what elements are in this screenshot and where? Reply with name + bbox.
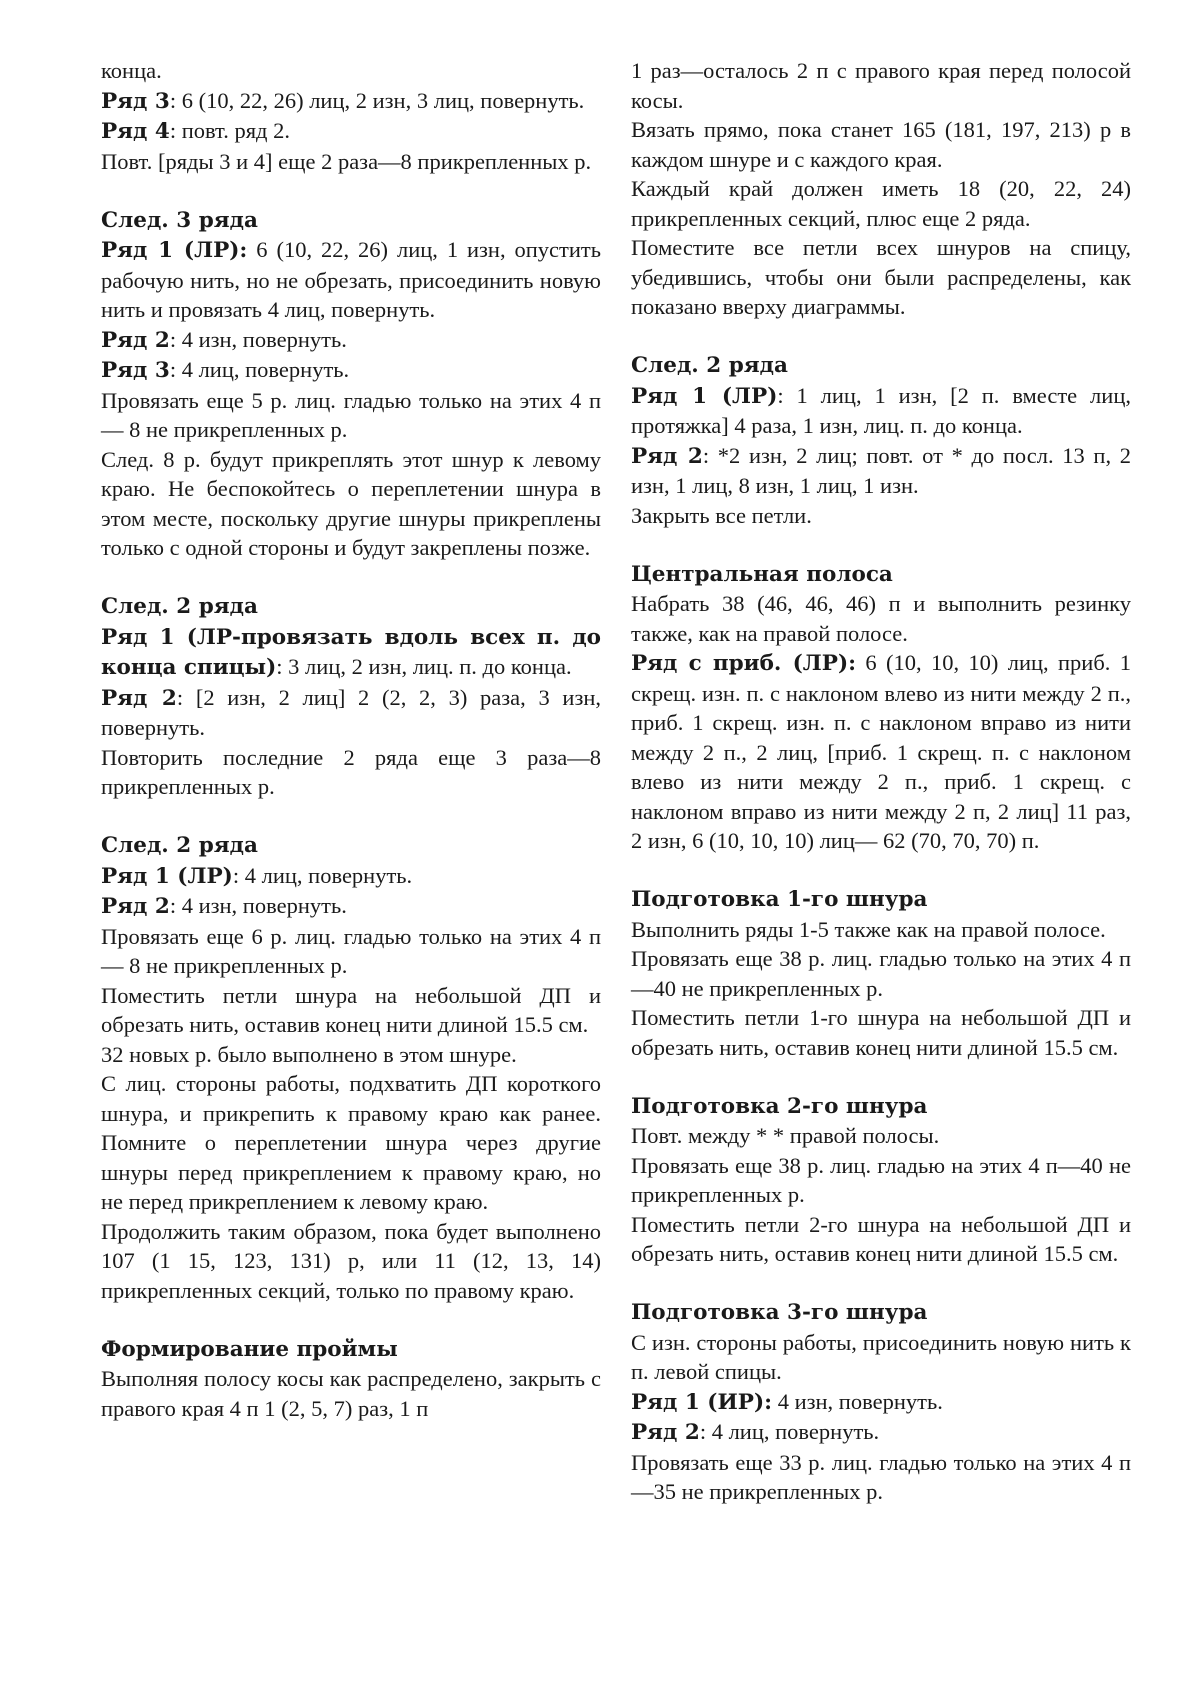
row-text: : [2 изн, 2 лиц] 2 (2, 2, 3) раза, 3 изн, повернуть. — [101, 684, 601, 740]
paragraph: Провязать еще 33 р. лиц. гладью только на этих 4 п—35 не прикрепленных р. — [631, 1449, 1131, 1504]
row-label: Ряд с приб. (ЛР): — [631, 651, 857, 676]
paragraph: Поместить петли шнура на небольшой ДП и обрезать нить, оставив конец нити длиной 15.5 см. — [101, 982, 601, 1037]
section — [631, 351, 1131, 530]
row-instruction — [631, 381, 1131, 441]
row-text: : 1 лиц, 1 изн, [2 п. вместе лиц, протяжка] 4 раза, 1 изн, лиц. п. до конца. — [631, 382, 1131, 438]
section-heading: След. 2 ряда — [101, 833, 258, 858]
paragraph: 1 раз—осталось 2 п с правого края перед полосой косы. — [631, 58, 1131, 113]
row-label: Ряд 1 (ИР): — [631, 1389, 773, 1415]
paragraph: Закрыть все петли. — [631, 502, 812, 528]
row-text: 6 (10, 22, 26) лиц, 1 изн, опустить рабочую нить, но не обрезать, присоединить новую нить и провязать 4 лиц, повернуть. — [101, 237, 601, 322]
paragraph: Поместите все петли всех шнуров на спицу, убедившись, чтобы они были распределены, как показано вверху диаграммы. — [631, 235, 1131, 319]
paragraph: Повт. между * * правой полосы. — [631, 1123, 940, 1148]
row-instruction — [101, 683, 601, 743]
row-label: Ряд 1 (ЛР) — [101, 863, 233, 889]
paragraph: Поместить петли 2-го шнура на небольшой ДП и обрезать нить, оставив конец нити длиной 15.5 см. — [631, 1211, 1131, 1266]
row-text: 6 (10, 10, 10) лиц, приб. 1 скрещ. изн. п. с наклоном влево из нити между 2 п., приб. 1 скрещ. изн. п. с наклоном вправо из нити между 2 п., 2 лиц, [приб. 1 скрещ. п. с наклоном влево из нити между 2 п., приб. 1 скрещ. с наклоном вправо из нити между 2 п, 2 лиц] 11 раз, 2 изн, 6 (10, 10, 10) лиц— 62 (70, 70, 70) п. — [631, 650, 1131, 853]
row-label: Ряд 2 — [101, 327, 170, 353]
section-heading: След. 2 ряда — [631, 353, 788, 378]
section — [631, 1092, 1131, 1269]
row-instruction — [631, 441, 1131, 501]
paragraph: Вязать прямо, пока станет 165 (181, 197, 213) р в каждом шнуре и с каждого края. — [631, 117, 1131, 172]
paragraph: конца. — [101, 58, 162, 83]
paragraph: С лиц. стороны работы, подхватить ДП короткого шнура, и прикрепить к правому краю как ранее. Помните о переплетении шнура через другие шнуры перед прикреплением к правому краю, но не перед прикреплением к левому краю. — [101, 1071, 601, 1214]
row-instruction — [101, 891, 601, 922]
row-label: Ряд 1 (ЛР) — [631, 383, 778, 409]
paragraph: Выполнить ряды 1-5 также как на правой полосе. — [631, 916, 1106, 942]
row-instruction — [631, 648, 1131, 856]
paragraph: Провязать еще 38 р. лиц. гладью только на этих 4 п—40 не прикрепленных р. — [631, 946, 1131, 1001]
row-label: Ряд 3 — [101, 358, 170, 383]
section-heading: Центральная полоса — [631, 561, 893, 587]
paragraph: Провязать еще 5 р. лиц. гладью только на этих 4 п— 8 не прикрепленных р. — [101, 387, 601, 442]
row-instruction — [101, 235, 601, 325]
section-heading: Подготовка 2-го шнура — [631, 1093, 928, 1119]
row-label: Ряд 1 (ЛР): — [101, 238, 248, 263]
paragraph: Поместить петли 1-го шнура на небольшой ДП и обрезать нить, оставив конец нити длиной 15.5 см. — [631, 1005, 1131, 1060]
row-label: Ряд 2 — [631, 1420, 700, 1445]
row-text: : 6 (10, 22, 26) лиц, 2 изн, 3 лиц, повернуть. — [169, 87, 585, 113]
paragraph: С изн. стороны работы, присоединить новую нить к п. левой спицы. — [631, 1329, 1131, 1384]
row-text: : 4 лиц, повернуть. — [169, 357, 350, 382]
row-text: : повт. ряд 2. — [169, 118, 290, 143]
right-column — [631, 56, 1131, 1507]
section — [101, 592, 601, 802]
paragraph: Провязать еще 6 р. лиц. гладью только на этих 4 п— 8 не прикрепленных р. — [101, 923, 601, 978]
row-text: : 4 лиц, повернуть. — [699, 1419, 880, 1444]
row-instruction — [101, 86, 601, 117]
section — [631, 885, 1131, 1062]
section-heading: След. 3 ряда — [101, 207, 258, 233]
row-text: : 3 лиц, 2 изн, лиц. п. до конца. — [276, 654, 572, 679]
row-instruction — [631, 1417, 1131, 1448]
row-label: Ряд 4 — [101, 119, 170, 144]
row-text: : 4 лиц, повернуть. — [232, 862, 413, 888]
row-instruction — [101, 355, 601, 386]
row-instruction — [101, 861, 601, 892]
row-label: Ряд 3 — [101, 88, 170, 114]
section-heading: Подготовка 1-го шнура — [631, 887, 928, 912]
paragraph: След. 8 р. будут прикреплять этот шнур к левому краю. Не беспокойтесь о переплетении шнура в этом месте, поскольку другие шнуры прикреплены только с одной стороны и будут закреплены позже. — [101, 446, 601, 560]
paragraph: Продолжить таким образом, пока будет выполнено 107 (1 15, 123, 131) р, или 11 (12, 13, 14) прикрепленных секций, только по правому краю. — [101, 1218, 601, 1303]
paragraph: Набрать 38 (46, 46, 46) п и выполнить резинку также, как на правой полосе. — [631, 591, 1131, 646]
paragraph: 32 новых р. было выполнено в этом шнуре. — [101, 1041, 517, 1067]
row-instruction — [101, 116, 601, 147]
paragraph: Повторить последние 2 ряда еще 3 раза—8 прикрепленных р. — [101, 744, 601, 799]
row-label: Ряд 1 (ЛР-провязать вдоль всех п. до конца спицы) — [101, 624, 601, 680]
section — [631, 560, 1131, 856]
paragraph: Каждый край должен иметь 18 (20, 22, 24) прикрепленных секций, плюс еще 2 ряда. — [631, 176, 1131, 231]
section — [631, 1298, 1131, 1507]
paragraph: Повт. [ряды 3 и 4] еще 2 раза—8 прикрепленных р. — [101, 148, 592, 174]
section-heading: Подготовка 3-го шнура — [631, 1300, 928, 1325]
row-text: : *2 изн, 2 лиц; повт. от * до посл. 13 п, 2 изн, 1 лиц, 8 изн, 1 лиц, 1 изн. — [631, 442, 1131, 498]
paragraph: Провязать еще 38 р. лиц. гладью на этих 4 п—40 не прикрепленных р. — [631, 1152, 1131, 1207]
row-label: Ряд 2 — [101, 894, 170, 919]
section — [101, 831, 601, 1305]
row-instruction — [631, 1387, 1131, 1418]
left-column — [101, 56, 601, 1423]
row-text: 4 изн, повернуть. — [772, 1388, 943, 1414]
section-heading: Формирование проймы — [101, 1336, 398, 1362]
row-label: Ряд 2 — [101, 685, 177, 711]
paragraph: Выполняя полосу косы как распределено, закрыть с правого края 4 п 1 (2, 5, 7) раз, 1 п — [101, 1366, 601, 1421]
section — [101, 1335, 601, 1424]
row-text: : 4 изн, повернуть. — [169, 893, 347, 918]
section — [101, 206, 601, 563]
row-instruction — [101, 325, 601, 356]
row-instruction — [101, 622, 601, 683]
row-text: : 4 изн, повернуть. — [169, 326, 347, 352]
row-label: Ряд 2 — [631, 443, 703, 469]
section-heading: След. 2 ряда — [101, 594, 258, 619]
